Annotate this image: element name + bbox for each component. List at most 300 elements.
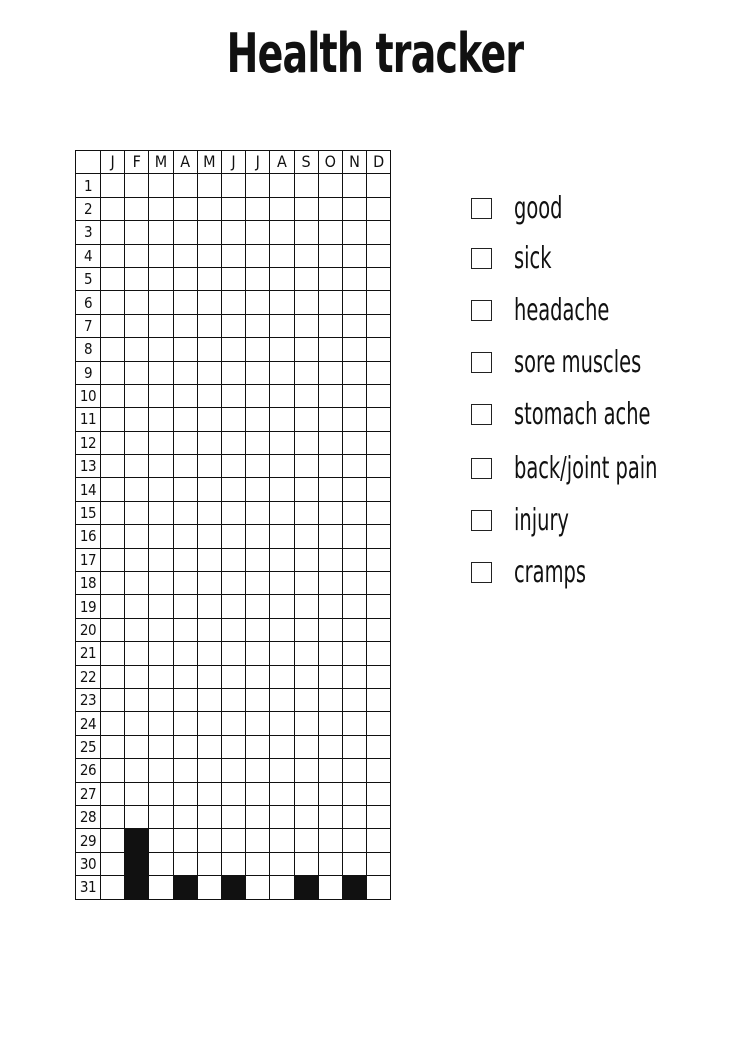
tracker-cell[interactable] <box>246 221 270 244</box>
tracker-cell[interactable] <box>318 688 342 711</box>
tracker-cell[interactable] <box>318 876 342 899</box>
tracker-cell[interactable] <box>318 291 342 314</box>
tracker-cell[interactable] <box>125 665 149 688</box>
tracker-cell[interactable] <box>149 384 173 407</box>
tracker-cell[interactable] <box>270 759 294 782</box>
tracker-cell[interactable] <box>149 501 173 524</box>
tracker-cell[interactable] <box>270 197 294 220</box>
tracker-cell[interactable] <box>342 572 366 595</box>
checkbox[interactable] <box>471 562 492 583</box>
tracker-cell[interactable] <box>318 665 342 688</box>
tracker-cell[interactable] <box>101 338 125 361</box>
tracker-cell[interactable] <box>246 501 270 524</box>
tracker-cell[interactable] <box>294 852 318 875</box>
tracker-cell[interactable] <box>149 805 173 828</box>
tracker-cell[interactable] <box>246 244 270 267</box>
tracker-cell[interactable] <box>270 221 294 244</box>
tracker-cell[interactable] <box>197 805 221 828</box>
tracker-cell[interactable] <box>367 501 391 524</box>
tracker-cell[interactable] <box>367 384 391 407</box>
tracker-cell[interactable] <box>173 712 197 735</box>
tracker-cell[interactable] <box>342 782 366 805</box>
tracker-cell[interactable] <box>318 595 342 618</box>
tracker-cell[interactable] <box>101 595 125 618</box>
tracker-cell[interactable] <box>246 852 270 875</box>
tracker-cell[interactable] <box>197 384 221 407</box>
tracker-cell[interactable] <box>221 782 245 805</box>
filled-cell[interactable] <box>294 876 318 899</box>
tracker-cell[interactable] <box>101 384 125 407</box>
tracker-cell[interactable] <box>149 174 173 197</box>
tracker-cell[interactable] <box>367 361 391 384</box>
tracker-cell[interactable] <box>221 595 245 618</box>
tracker-cell[interactable] <box>270 618 294 641</box>
tracker-cell[interactable] <box>125 174 149 197</box>
tracker-cell[interactable] <box>149 221 173 244</box>
tracker-cell[interactable] <box>342 361 366 384</box>
checkbox[interactable] <box>471 458 492 479</box>
tracker-cell[interactable] <box>221 735 245 758</box>
tracker-cell[interactable] <box>125 782 149 805</box>
tracker-cell[interactable] <box>101 408 125 431</box>
tracker-cell[interactable] <box>221 361 245 384</box>
tracker-cell[interactable] <box>342 501 366 524</box>
tracker-cell[interactable] <box>173 852 197 875</box>
tracker-cell[interactable] <box>149 431 173 454</box>
tracker-cell[interactable] <box>342 291 366 314</box>
tracker-cell[interactable] <box>101 829 125 852</box>
tracker-cell[interactable] <box>246 688 270 711</box>
tracker-cell[interactable] <box>125 455 149 478</box>
tracker-cell[interactable] <box>197 525 221 548</box>
tracker-cell[interactable] <box>173 408 197 431</box>
tracker-cell[interactable] <box>125 688 149 711</box>
tracker-cell[interactable] <box>318 361 342 384</box>
tracker-cell[interactable] <box>318 618 342 641</box>
tracker-cell[interactable] <box>221 431 245 454</box>
tracker-cell[interactable] <box>318 408 342 431</box>
tracker-cell[interactable] <box>270 735 294 758</box>
tracker-cell[interactable] <box>318 548 342 571</box>
tracker-cell[interactable] <box>173 197 197 220</box>
tracker-cell[interactable] <box>149 314 173 337</box>
tracker-cell[interactable] <box>270 829 294 852</box>
tracker-cell[interactable] <box>173 478 197 501</box>
tracker-cell[interactable] <box>125 735 149 758</box>
tracker-cell[interactable] <box>149 244 173 267</box>
tracker-cell[interactable] <box>318 221 342 244</box>
tracker-cell[interactable] <box>125 759 149 782</box>
tracker-cell[interactable] <box>101 805 125 828</box>
tracker-cell[interactable] <box>197 572 221 595</box>
tracker-cell[interactable] <box>367 712 391 735</box>
filled-cell[interactable] <box>342 876 366 899</box>
tracker-cell[interactable] <box>149 618 173 641</box>
tracker-cell[interactable] <box>149 665 173 688</box>
tracker-cell[interactable] <box>197 829 221 852</box>
tracker-cell[interactable] <box>367 525 391 548</box>
tracker-cell[interactable] <box>342 642 366 665</box>
tracker-cell[interactable] <box>294 174 318 197</box>
tracker-cell[interactable] <box>270 314 294 337</box>
tracker-cell[interactable] <box>101 688 125 711</box>
tracker-cell[interactable] <box>221 408 245 431</box>
tracker-cell[interactable] <box>318 712 342 735</box>
tracker-cell[interactable] <box>149 455 173 478</box>
tracker-cell[interactable] <box>367 595 391 618</box>
tracker-cell[interactable] <box>270 455 294 478</box>
tracker-cell[interactable] <box>197 478 221 501</box>
tracker-cell[interactable] <box>294 338 318 361</box>
tracker-cell[interactable] <box>101 221 125 244</box>
tracker-cell[interactable] <box>173 291 197 314</box>
checkbox[interactable] <box>471 404 492 425</box>
tracker-cell[interactable] <box>270 267 294 290</box>
tracker-cell[interactable] <box>367 876 391 899</box>
tracker-cell[interactable] <box>101 852 125 875</box>
tracker-cell[interactable] <box>221 805 245 828</box>
checkbox[interactable] <box>471 510 492 531</box>
tracker-cell[interactable] <box>367 759 391 782</box>
tracker-cell[interactable] <box>173 244 197 267</box>
tracker-cell[interactable] <box>270 548 294 571</box>
tracker-cell[interactable] <box>197 291 221 314</box>
tracker-cell[interactable] <box>270 525 294 548</box>
tracker-cell[interactable] <box>246 712 270 735</box>
tracker-cell[interactable] <box>294 244 318 267</box>
tracker-cell[interactable] <box>294 759 318 782</box>
tracker-cell[interactable] <box>221 244 245 267</box>
tracker-cell[interactable] <box>246 829 270 852</box>
tracker-cell[interactable] <box>149 595 173 618</box>
tracker-cell[interactable] <box>270 782 294 805</box>
tracker-cell[interactable] <box>342 665 366 688</box>
tracker-cell[interactable] <box>294 408 318 431</box>
tracker-cell[interactable] <box>149 197 173 220</box>
tracker-cell[interactable] <box>294 665 318 688</box>
tracker-cell[interactable] <box>173 759 197 782</box>
tracker-cell[interactable] <box>221 174 245 197</box>
tracker-cell[interactable] <box>173 455 197 478</box>
tracker-cell[interactable] <box>270 572 294 595</box>
tracker-cell[interactable] <box>149 338 173 361</box>
tracker-cell[interactable] <box>173 829 197 852</box>
tracker-cell[interactable] <box>149 642 173 665</box>
tracker-cell[interactable] <box>342 805 366 828</box>
tracker-cell[interactable] <box>197 501 221 524</box>
tracker-cell[interactable] <box>221 852 245 875</box>
tracker-cell[interactable] <box>125 525 149 548</box>
tracker-cell[interactable] <box>221 314 245 337</box>
tracker-cell[interactable] <box>197 642 221 665</box>
tracker-cell[interactable] <box>367 267 391 290</box>
tracker-cell[interactable] <box>197 244 221 267</box>
tracker-cell[interactable] <box>149 759 173 782</box>
tracker-cell[interactable] <box>173 572 197 595</box>
tracker-cell[interactable] <box>294 431 318 454</box>
tracker-cell[interactable] <box>246 735 270 758</box>
tracker-cell[interactable] <box>342 478 366 501</box>
tracker-cell[interactable] <box>367 618 391 641</box>
tracker-cell[interactable] <box>101 782 125 805</box>
tracker-cell[interactable] <box>197 361 221 384</box>
tracker-cell[interactable] <box>101 642 125 665</box>
tracker-cell[interactable] <box>318 174 342 197</box>
tracker-cell[interactable] <box>125 267 149 290</box>
tracker-cell[interactable] <box>342 595 366 618</box>
tracker-cell[interactable] <box>149 548 173 571</box>
tracker-cell[interactable] <box>367 314 391 337</box>
tracker-cell[interactable] <box>125 361 149 384</box>
tracker-cell[interactable] <box>173 548 197 571</box>
tracker-cell[interactable] <box>294 735 318 758</box>
tracker-cell[interactable] <box>367 478 391 501</box>
tracker-cell[interactable] <box>125 642 149 665</box>
tracker-cell[interactable] <box>318 829 342 852</box>
tracker-cell[interactable] <box>101 572 125 595</box>
tracker-cell[interactable] <box>125 501 149 524</box>
tracker-cell[interactable] <box>294 221 318 244</box>
tracker-cell[interactable] <box>318 759 342 782</box>
tracker-cell[interactable] <box>342 244 366 267</box>
tracker-cell[interactable] <box>270 595 294 618</box>
tracker-cell[interactable] <box>197 314 221 337</box>
tracker-cell[interactable] <box>294 595 318 618</box>
tracker-cell[interactable] <box>221 572 245 595</box>
tracker-cell[interactable] <box>270 642 294 665</box>
tracker-cell[interactable] <box>173 665 197 688</box>
tracker-cell[interactable] <box>367 431 391 454</box>
tracker-cell[interactable] <box>101 314 125 337</box>
tracker-cell[interactable] <box>342 548 366 571</box>
tracker-cell[interactable] <box>173 782 197 805</box>
tracker-cell[interactable] <box>197 665 221 688</box>
tracker-cell[interactable] <box>246 572 270 595</box>
checkbox[interactable] <box>471 300 492 321</box>
tracker-cell[interactable] <box>270 805 294 828</box>
filled-cell[interactable] <box>125 876 149 899</box>
tracker-cell[interactable] <box>149 735 173 758</box>
tracker-cell[interactable] <box>173 805 197 828</box>
tracker-cell[interactable] <box>270 431 294 454</box>
tracker-cell[interactable] <box>246 876 270 899</box>
tracker-cell[interactable] <box>294 712 318 735</box>
tracker-cell[interactable] <box>342 688 366 711</box>
tracker-cell[interactable] <box>101 665 125 688</box>
tracker-cell[interactable] <box>221 642 245 665</box>
tracker-cell[interactable] <box>318 782 342 805</box>
tracker-cell[interactable] <box>125 197 149 220</box>
tracker-cell[interactable] <box>342 852 366 875</box>
tracker-cell[interactable] <box>221 548 245 571</box>
tracker-cell[interactable] <box>318 805 342 828</box>
tracker-cell[interactable] <box>318 501 342 524</box>
tracker-cell[interactable] <box>246 174 270 197</box>
tracker-cell[interactable] <box>101 267 125 290</box>
tracker-cell[interactable] <box>221 712 245 735</box>
checkbox[interactable] <box>471 198 492 219</box>
filled-cell[interactable] <box>221 876 245 899</box>
tracker-cell[interactable] <box>294 361 318 384</box>
tracker-cell[interactable] <box>173 314 197 337</box>
checkbox[interactable] <box>471 352 492 373</box>
tracker-cell[interactable] <box>342 618 366 641</box>
tracker-cell[interactable] <box>246 197 270 220</box>
tracker-cell[interactable] <box>149 876 173 899</box>
tracker-cell[interactable] <box>221 267 245 290</box>
tracker-cell[interactable] <box>173 525 197 548</box>
tracker-cell[interactable] <box>294 688 318 711</box>
tracker-cell[interactable] <box>246 431 270 454</box>
tracker-cell[interactable] <box>342 338 366 361</box>
tracker-cell[interactable] <box>270 852 294 875</box>
tracker-cell[interactable] <box>246 314 270 337</box>
tracker-cell[interactable] <box>318 267 342 290</box>
tracker-cell[interactable] <box>294 829 318 852</box>
tracker-cell[interactable] <box>367 852 391 875</box>
tracker-cell[interactable] <box>125 431 149 454</box>
tracker-cell[interactable] <box>149 291 173 314</box>
tracker-cell[interactable] <box>294 572 318 595</box>
tracker-cell[interactable] <box>101 712 125 735</box>
tracker-cell[interactable] <box>149 688 173 711</box>
tracker-cell[interactable] <box>125 572 149 595</box>
tracker-cell[interactable] <box>173 221 197 244</box>
tracker-cell[interactable] <box>197 174 221 197</box>
tracker-cell[interactable] <box>125 221 149 244</box>
tracker-cell[interactable] <box>318 478 342 501</box>
tracker-cell[interactable] <box>294 548 318 571</box>
tracker-cell[interactable] <box>246 267 270 290</box>
tracker-cell[interactable] <box>221 455 245 478</box>
tracker-cell[interactable] <box>173 688 197 711</box>
tracker-cell[interactable] <box>270 244 294 267</box>
tracker-cell[interactable] <box>101 876 125 899</box>
tracker-cell[interactable] <box>221 759 245 782</box>
tracker-cell[interactable] <box>367 829 391 852</box>
tracker-cell[interactable] <box>221 291 245 314</box>
tracker-cell[interactable] <box>221 384 245 407</box>
tracker-cell[interactable] <box>246 642 270 665</box>
tracker-cell[interactable] <box>221 197 245 220</box>
tracker-cell[interactable] <box>318 384 342 407</box>
tracker-cell[interactable] <box>270 361 294 384</box>
tracker-cell[interactable] <box>197 712 221 735</box>
tracker-cell[interactable] <box>149 525 173 548</box>
tracker-cell[interactable] <box>197 688 221 711</box>
tracker-cell[interactable] <box>270 478 294 501</box>
tracker-cell[interactable] <box>101 548 125 571</box>
tracker-cell[interactable] <box>342 735 366 758</box>
tracker-cell[interactable] <box>197 618 221 641</box>
tracker-cell[interactable] <box>197 876 221 899</box>
tracker-cell[interactable] <box>173 642 197 665</box>
tracker-cell[interactable] <box>125 384 149 407</box>
tracker-cell[interactable] <box>270 408 294 431</box>
tracker-cell[interactable] <box>221 478 245 501</box>
tracker-cell[interactable] <box>342 174 366 197</box>
tracker-cell[interactable] <box>342 829 366 852</box>
tracker-cell[interactable] <box>367 548 391 571</box>
tracker-cell[interactable] <box>149 408 173 431</box>
tracker-cell[interactable] <box>101 618 125 641</box>
tracker-cell[interactable] <box>125 408 149 431</box>
tracker-cell[interactable] <box>149 478 173 501</box>
tracker-cell[interactable] <box>221 338 245 361</box>
tracker-cell[interactable] <box>270 876 294 899</box>
tracker-cell[interactable] <box>125 805 149 828</box>
tracker-cell[interactable] <box>173 174 197 197</box>
tracker-cell[interactable] <box>221 525 245 548</box>
filled-cell[interactable] <box>125 829 149 852</box>
tracker-cell[interactable] <box>125 291 149 314</box>
tracker-cell[interactable] <box>270 384 294 407</box>
tracker-cell[interactable] <box>367 805 391 828</box>
tracker-cell[interactable] <box>149 267 173 290</box>
tracker-cell[interactable] <box>221 618 245 641</box>
tracker-cell[interactable] <box>318 572 342 595</box>
tracker-cell[interactable] <box>342 759 366 782</box>
tracker-cell[interactable] <box>173 384 197 407</box>
tracker-cell[interactable] <box>197 267 221 290</box>
tracker-cell[interactable] <box>294 291 318 314</box>
tracker-cell[interactable] <box>294 314 318 337</box>
tracker-cell[interactable] <box>101 525 125 548</box>
tracker-cell[interactable] <box>221 665 245 688</box>
tracker-cell[interactable] <box>367 244 391 267</box>
tracker-cell[interactable] <box>318 314 342 337</box>
tracker-cell[interactable] <box>197 782 221 805</box>
tracker-cell[interactable] <box>294 501 318 524</box>
tracker-cell[interactable] <box>367 642 391 665</box>
tracker-cell[interactable] <box>197 595 221 618</box>
tracker-cell[interactable] <box>173 618 197 641</box>
tracker-cell[interactable] <box>294 478 318 501</box>
tracker-cell[interactable] <box>270 501 294 524</box>
tracker-cell[interactable] <box>246 782 270 805</box>
tracker-cell[interactable] <box>197 197 221 220</box>
tracker-cell[interactable] <box>318 338 342 361</box>
tracker-cell[interactable] <box>173 501 197 524</box>
tracker-cell[interactable] <box>367 338 391 361</box>
tracker-cell[interactable] <box>197 852 221 875</box>
tracker-cell[interactable] <box>173 595 197 618</box>
tracker-cell[interactable] <box>197 735 221 758</box>
tracker-cell[interactable] <box>246 525 270 548</box>
tracker-cell[interactable] <box>294 525 318 548</box>
tracker-cell[interactable] <box>173 735 197 758</box>
tracker-cell[interactable] <box>367 174 391 197</box>
tracker-cell[interactable] <box>342 221 366 244</box>
tracker-cell[interactable] <box>246 455 270 478</box>
tracker-cell[interactable] <box>367 291 391 314</box>
tracker-cell[interactable] <box>318 642 342 665</box>
tracker-cell[interactable] <box>246 478 270 501</box>
tracker-cell[interactable] <box>270 712 294 735</box>
tracker-cell[interactable] <box>294 618 318 641</box>
tracker-cell[interactable] <box>173 267 197 290</box>
tracker-cell[interactable] <box>294 384 318 407</box>
tracker-cell[interactable] <box>367 221 391 244</box>
tracker-cell[interactable] <box>149 829 173 852</box>
tracker-cell[interactable] <box>294 642 318 665</box>
tracker-cell[interactable] <box>246 548 270 571</box>
tracker-cell[interactable] <box>125 244 149 267</box>
tracker-cell[interactable] <box>367 408 391 431</box>
tracker-cell[interactable] <box>101 501 125 524</box>
tracker-cell[interactable] <box>149 712 173 735</box>
tracker-cell[interactable] <box>367 735 391 758</box>
